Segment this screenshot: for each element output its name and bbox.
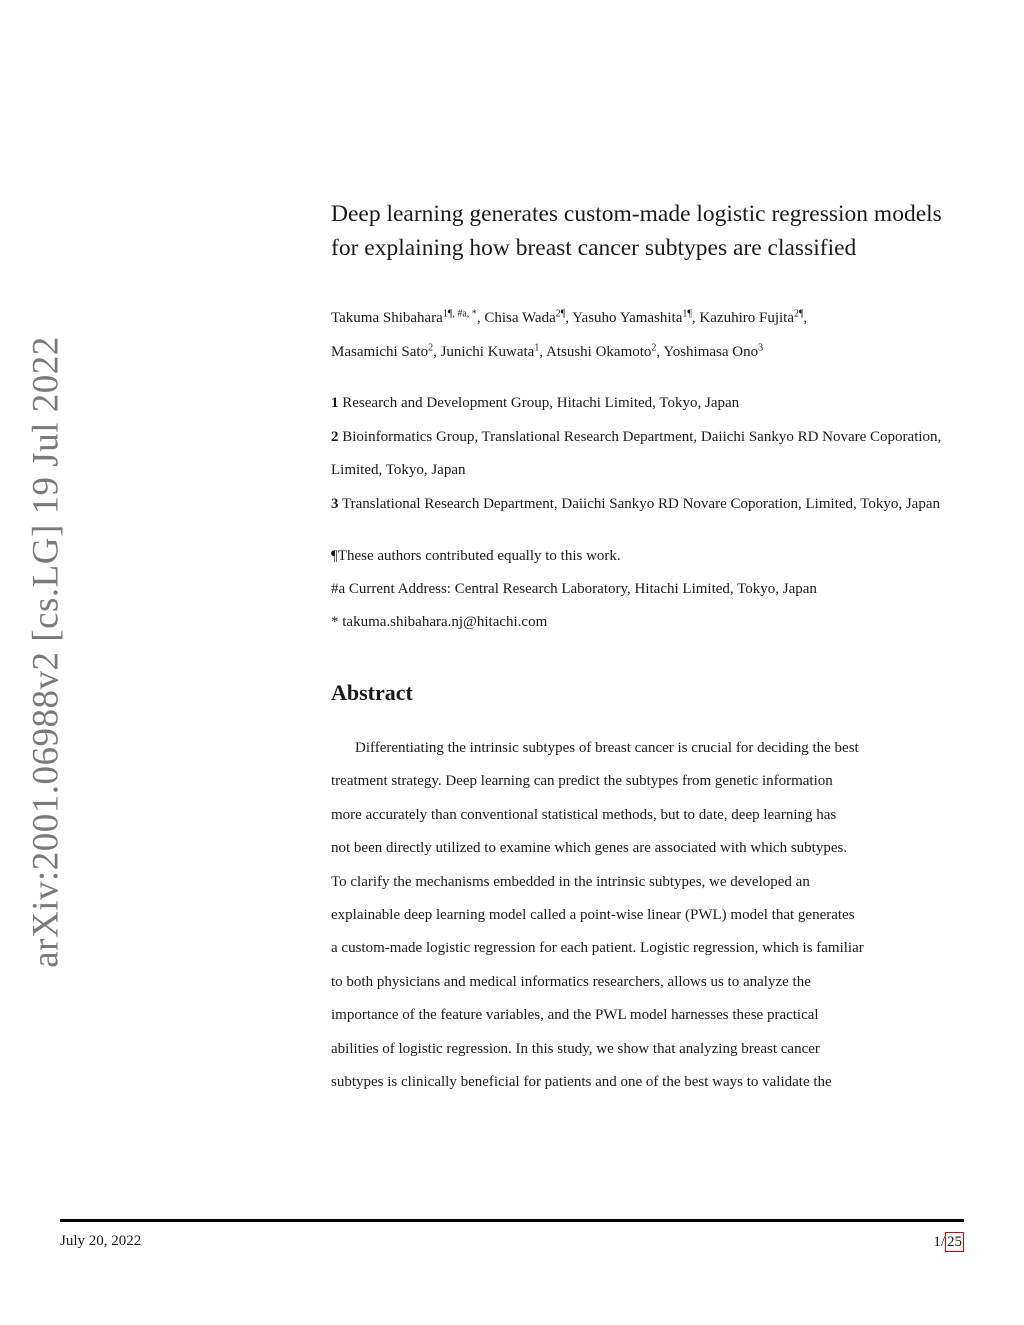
author-affiliation-mark: 2 <box>428 342 434 353</box>
author-list: Takuma Shibahara$^{1\P, \#a, *}$, Chisa Wada$^{2\P}$, Yasuho Yamashita$^{1\P}$, Kazuhiro Fujita$^{2\P}$, Masamichi Sato$^2$, Junichi Kuwata$^1$, Atsushi Okamoto$^2$, Yoshimasa Ono$^3$ <box>331 308 808 360</box>
abstract-heading: Abstract <box>331 680 413 705</box>
author-name: Yasuho Yamashita <box>572 310 683 326</box>
page-current: 1 <box>933 1233 941 1250</box>
author-name: Kazuhiro Fujita <box>699 310 794 326</box>
author-affiliation-mark: 1 <box>534 342 540 353</box>
corresponding-email[interactable]: takuma.shibahara.nj@hitachi.com <box>342 614 548 630</box>
affiliation-text: Translational Research Department, Daiichi Sankyo RD Novare Coporation, Limited, Tokyo, Japan <box>341 495 940 512</box>
affiliation-number: 3 <box>331 495 339 512</box>
paper-title: Deep learning generates custom-made logistic regression models for explaining how breast cancer subtypes are classified <box>331 201 942 261</box>
author-name: Masamichi Sato <box>331 343 429 360</box>
author-affiliation-mark: 1¶ <box>682 308 692 320</box>
arxiv-identifier-stamp: arXiv:2001.06988v2 [cs.LG] 19 Jul 2022 <box>25 336 67 968</box>
affiliation-text: Bioinformatics Group, Translational Research Department, Daiichi Sankyo RD Novare Coporation, Limited, Tokyo, Japan <box>331 428 942 478</box>
author-notes <box>331 540 971 639</box>
corresponding-email-note <box>331 606 971 639</box>
current-address-note: #a Current Address: Central Research Laboratory, Hitachi Limited, Tokyo, Japan <box>331 581 817 597</box>
equal-contribution-note: ¶These authors contributed equally to this work. <box>331 548 621 564</box>
author-affiliation-mark: 3 <box>758 342 764 353</box>
abstract-line: abilities of logistic regression. In this study, we show that analyzing breast cancer <box>331 1040 820 1057</box>
page-number <box>933 1232 964 1252</box>
page-total-link[interactable]: 25 <box>947 1234 962 1250</box>
author-name: Yoshimasa Ono <box>663 343 759 360</box>
abstract-line: to both physicians and medical informatics researchers, allows us to analyze the <box>331 973 811 990</box>
abstract-line: more accurately than conventional statistical methods, but to date, deep learning has <box>331 806 837 823</box>
abstract-line: a custom-made logistic regression for each patient. Logistic regression, which is familiar <box>331 940 864 957</box>
author-affiliation-mark: 2¶ <box>794 308 804 320</box>
footer-date: July 20, 2022 <box>60 1233 142 1249</box>
abstract-line: not been directly utilized to examine which genes are associated with which subtypes. <box>331 840 848 857</box>
abstract-line: explainable deep learning model called a point-wise linear (PWL) model that generates <box>331 907 855 924</box>
abstract-body <box>331 732 971 1099</box>
abstract-line: To clarify the mechanisms embedded in the intrinsic subtypes, we developed an <box>331 873 810 890</box>
author-name: Chisa Wada <box>484 310 556 326</box>
author-affiliation-mark: 2 <box>651 342 657 353</box>
affiliation <box>331 421 971 488</box>
footer-divider <box>60 1219 964 1222</box>
email-marker: * <box>331 614 339 630</box>
author-name: Atsushi Okamoto <box>546 343 652 360</box>
affiliation <box>331 387 971 421</box>
affiliation <box>331 488 971 522</box>
abstract-line: subtypes is clinically beneficial for patients and one of the best ways to validate the <box>331 1074 832 1091</box>
affiliation-number: 2 <box>331 428 339 445</box>
paper-content <box>331 198 971 1099</box>
author-name: Takuma Shibahara <box>331 310 443 326</box>
author-affiliation-mark: 1¶, #a, * <box>442 308 477 320</box>
abstract-line: treatment strategy. Deep learning can predict the subtypes from genetic information <box>331 773 833 790</box>
page-separator: / <box>940 1233 945 1250</box>
abstract-line: Differentiating the intrinsic subtypes of breast cancer is crucial for deciding the best <box>355 740 859 756</box>
affiliation-number: 1 <box>331 395 339 411</box>
author-name: Junichi Kuwata <box>440 343 535 360</box>
author-affiliation-mark: 2¶ <box>555 308 566 320</box>
affiliation-list <box>331 387 971 521</box>
abstract-line: importance of the feature variables, and the PWL model harnesses these practical <box>331 1007 819 1024</box>
affiliation-text: Research and Development Group, Hitachi Limited, Tokyo, Japan <box>342 395 740 411</box>
